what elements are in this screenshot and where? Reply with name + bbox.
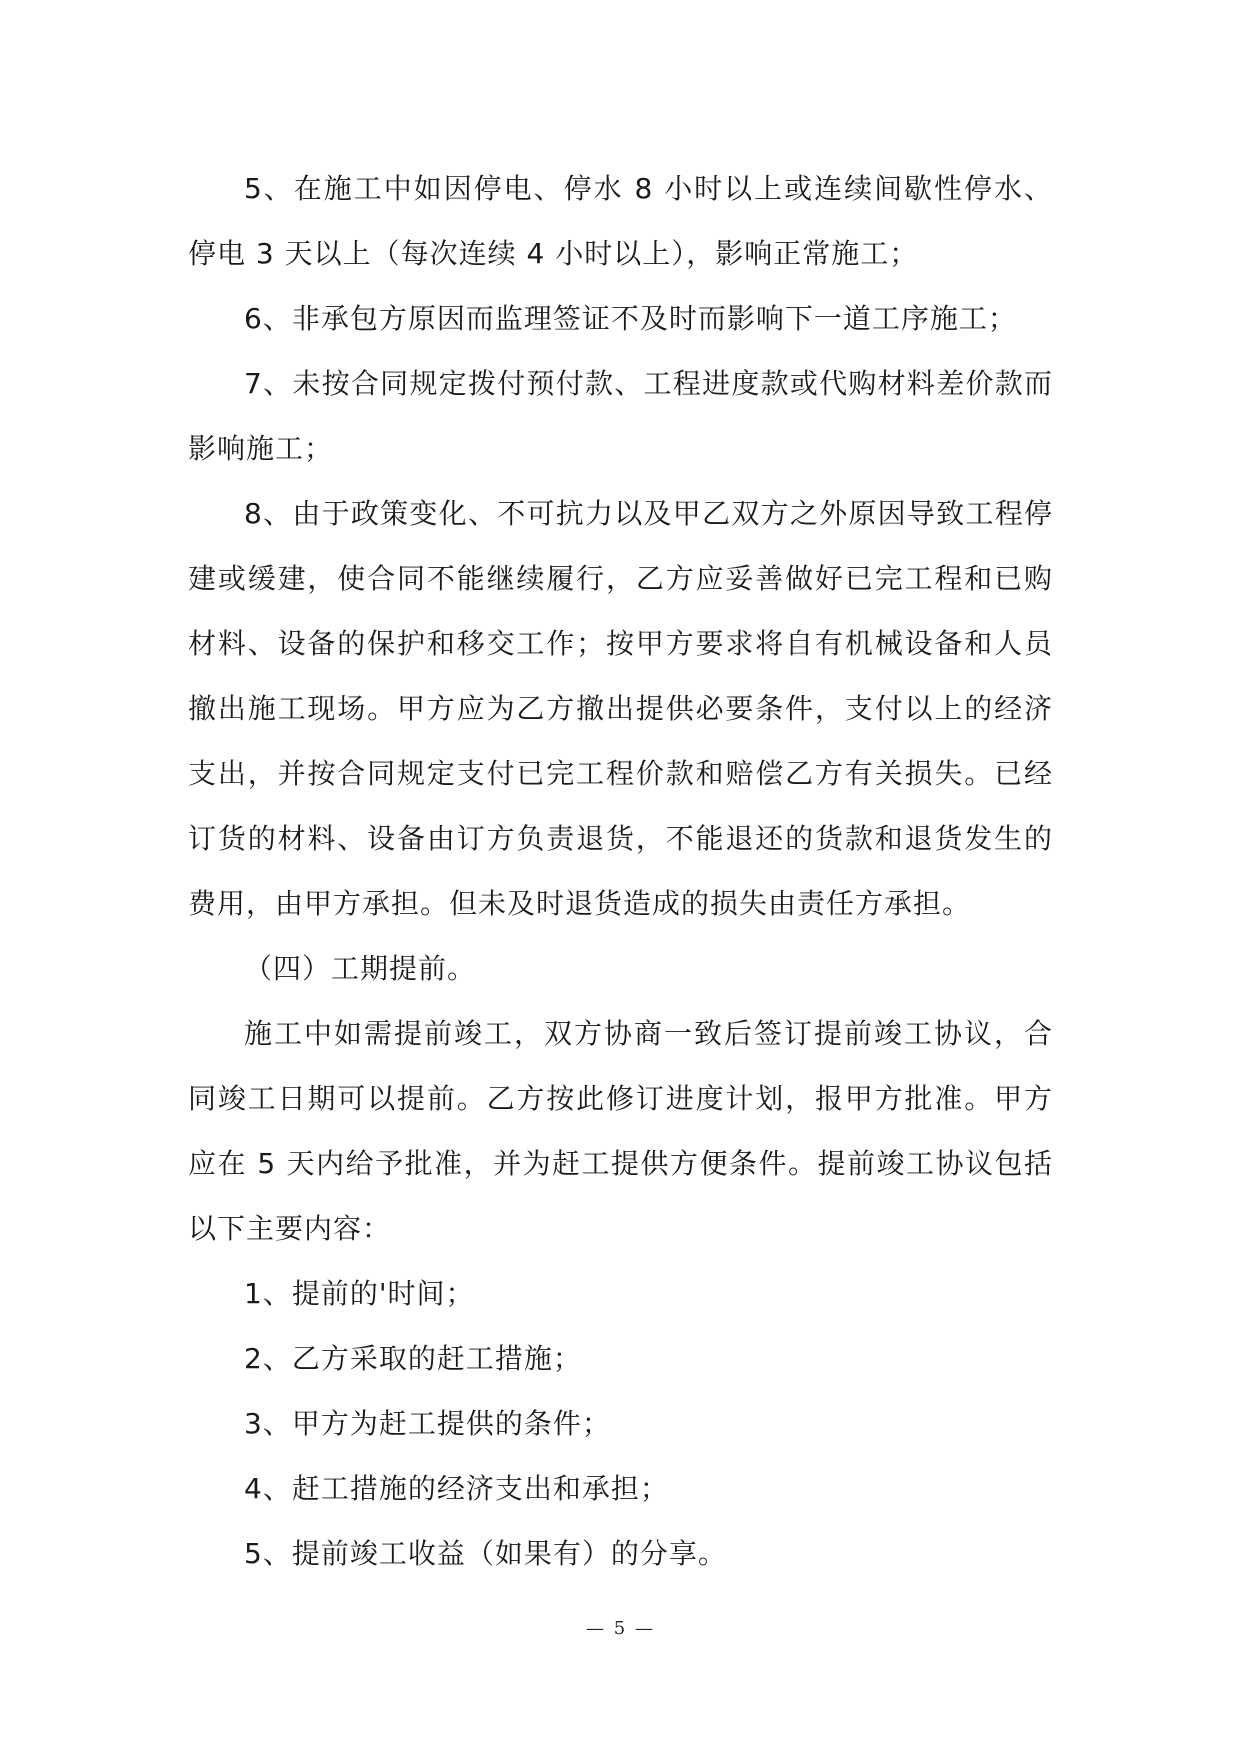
paragraph-item-7: 7、未按合同规定拨付预付款、工程进度款或代购材料差价款而影响施工； [188,367,1053,465]
paragraph-early-completion: 施工中如需提前竣工，双方协商一致后签订提前竣工协议，合同竣工日期可以提前。乙方按此修订进度计划，报甲方批准。甲方应在 5 天内给予批准，并为赶工提供方便条件。提前竣工协议包括以下主要内容： [188,1017,1053,1245]
list-item-3: 3、甲方为赶工提供的条件； [244,1407,611,1440]
document-body [188,156,1053,1586]
paragraph-item-8: 8、由于政策变化、不可抗力以及甲乙双方之外原因导致工程停建或缓建，使合同不能继续履行，乙方应妥善做好已完工程和已购材料、设备的保护和移交工作；按甲方要求将自有机械设备和人员撤出施工现场。甲方应为乙方撤出提供必要条件，支付以上的经济支出，并按合同规定支付已完工程价款和赔偿乙方有关损失。已经订货的材料、设备由订方负责退货，不能退还的货款和退货发生的费用，由甲方承担。但未及时退货造成的损失由责任方承担。 [188,497,1053,920]
list-item-1: 1、提前的'时间； [244,1277,475,1310]
paragraph-item-6: 6、非承包方原因而监理签证不及时而影响下一道工序施工； [244,302,1017,335]
section-heading: （四）工期提前。 [244,952,477,985]
list-item-2: 2、乙方采取的赶工措施； [244,1342,582,1375]
list-item-5: 5、提前竣工收益（如果有）的分享。 [244,1537,727,1570]
paragraph-item-5: 5、在施工中如因停电、停水 8 小时以上或连续间歇性停水、停电 3 天以上（每次连续 4 小时以上），影响正常施工； [188,172,1053,270]
list-item-4: 4、赶工措施的经济支出和承担； [244,1472,669,1505]
page-number: — 5 — [586,1618,655,1639]
